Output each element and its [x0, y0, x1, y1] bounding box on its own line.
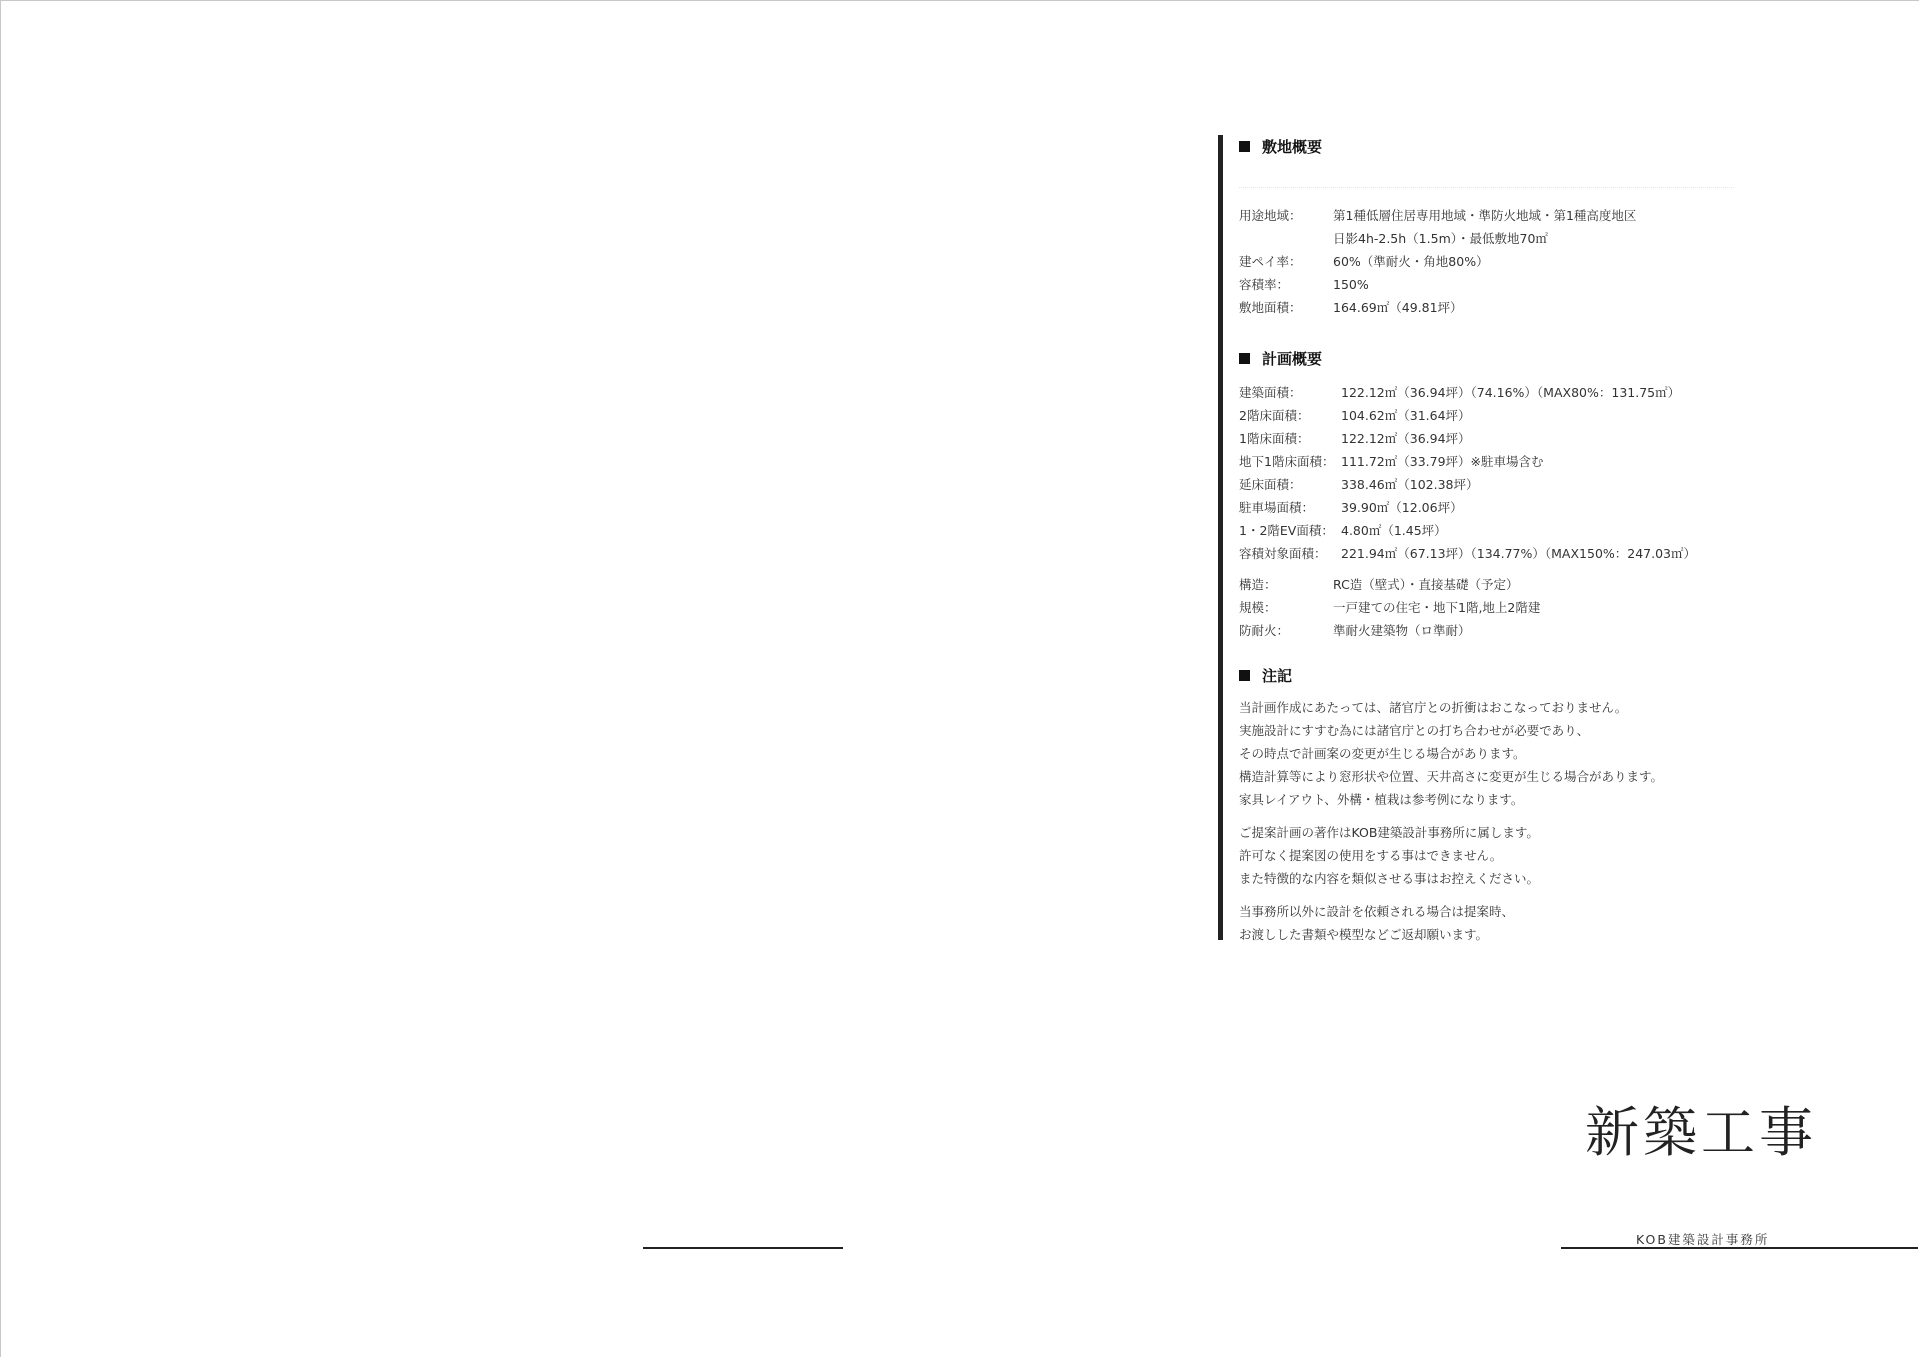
- site-row: [1239, 204, 1738, 227]
- row-value: RC造（壁式）・直接基礎（予定）: [1333, 577, 1519, 592]
- row-value: 準耐火建築物（ロ準耐）: [1333, 623, 1471, 638]
- row-label: 防耐火：: [1239, 623, 1290, 638]
- row-label: 1階床面積：: [1239, 431, 1310, 446]
- plan-row: [1239, 404, 1738, 427]
- notes-heading: [1239, 664, 1738, 686]
- heading-square-icon: [1239, 670, 1250, 681]
- site-row: [1239, 296, 1738, 319]
- plan-row: [1239, 427, 1738, 450]
- row-label: 規模：: [1239, 600, 1277, 615]
- row-value: 第1種低層住居専用地域・準防火地域・第1種高度地区: [1333, 208, 1637, 223]
- row-label: 用途地域：: [1239, 208, 1302, 223]
- plan-row: [1239, 473, 1738, 496]
- note-line: 当計画作成にあたっては、諸官庁との折衝はおこなっておりません。: [1239, 700, 1628, 715]
- plan-overview-table: [1239, 381, 1738, 565]
- row-label: 建ペイ率：: [1239, 254, 1302, 269]
- row-label: 敷地面積：: [1239, 300, 1302, 315]
- note-line: また特徴的な内容を類似させる事はお控えください。: [1239, 871, 1540, 886]
- row-value: 164.69㎡（49.81坪）: [1333, 300, 1463, 315]
- structure-row: [1239, 619, 1738, 642]
- divider: [1239, 187, 1734, 194]
- plan-row: [1239, 381, 1738, 404]
- site-overview-heading: [1239, 135, 1738, 157]
- note-line: 許可なく提案図の使用をする事はできません。: [1239, 848, 1503, 863]
- notes-title: 注記: [1262, 666, 1293, 685]
- site-overview-title: 敷地概要: [1262, 137, 1323, 156]
- heading-square-icon: [1239, 141, 1250, 152]
- company-rule: [1561, 1247, 1918, 1249]
- plan-row: [1239, 496, 1738, 519]
- site-row: [1239, 273, 1738, 296]
- row-label: 建築面積：: [1239, 385, 1302, 400]
- structure-table: [1239, 573, 1738, 642]
- note-line: 実施設計にすすむ為には諸官庁との打ち合わせが必要であり、: [1239, 723, 1590, 738]
- site-row: [1239, 227, 1738, 250]
- row-label: 構造：: [1239, 577, 1277, 592]
- row-label: 駐車場面積：: [1239, 500, 1315, 515]
- row-label: 2階床面積：: [1239, 408, 1310, 423]
- note-line: その時点で計画案の変更が生じる場合があります。: [1239, 746, 1526, 761]
- row-value: 60%（準耐火・角地80%）: [1333, 254, 1489, 269]
- project-title: 新築工事: [1585, 1101, 1817, 1164]
- info-panel: [1218, 135, 1738, 940]
- note-line: お渡しした書類や模型などご返却願います。: [1239, 927, 1489, 942]
- row-value: 338.46㎡（102.38坪）: [1341, 477, 1479, 492]
- note-line: 当事務所以外に設計を依頼される場合は提案時、: [1239, 904, 1515, 919]
- row-value: 122.12㎡（36.94坪）: [1341, 431, 1471, 446]
- notes-paragraph: [1239, 900, 1738, 946]
- plan-row: [1239, 519, 1738, 542]
- row-value: 日影4h-2.5h（1.5m）・最低敷地70㎡: [1333, 231, 1548, 246]
- row-label: 地下1階床面積：: [1239, 454, 1335, 469]
- row-value: 111.72㎡（33.79坪）※駐車場含む: [1341, 454, 1544, 469]
- row-value: 150%: [1333, 277, 1369, 292]
- site-row: [1239, 250, 1738, 273]
- row-label: [1239, 227, 1333, 250]
- plan-row: [1239, 542, 1738, 565]
- plan-overview-title: 計画概要: [1262, 349, 1323, 368]
- row-label: 1・2階EV面積：: [1239, 523, 1334, 538]
- row-value: 221.94㎡（67.13坪）（134.77%）（MAX150%：247.03㎡）: [1341, 546, 1697, 561]
- signature-rule: [643, 1247, 843, 1249]
- row-value: 122.12㎡（36.94坪）（74.16%）（MAX80%：131.75㎡）: [1341, 385, 1681, 400]
- notes-paragraph: [1239, 696, 1738, 811]
- note-line: 構造計算等により窓形状や位置、天井高さに変更が生じる場合があります。: [1239, 769, 1664, 784]
- company-name: KOB建築設計事務所: [1636, 1232, 1770, 1247]
- row-label: 延床面積：: [1239, 477, 1302, 492]
- structure-row: [1239, 573, 1738, 596]
- structure-row: [1239, 596, 1738, 619]
- note-line: ご提案計画の著作はKOB建築設計事務所に属します。: [1239, 825, 1539, 840]
- row-value: 39.90㎡（12.06坪）: [1341, 500, 1463, 515]
- row-label: 容積率：: [1239, 277, 1290, 292]
- row-value: 104.62㎡（31.64坪）: [1341, 408, 1471, 423]
- row-label: 容積対象面積：: [1239, 546, 1327, 561]
- plan-row: [1239, 450, 1738, 473]
- heading-square-icon: [1239, 353, 1250, 364]
- note-line: 家具レイアウト、外構・植栽は参考例になります。: [1239, 792, 1524, 807]
- plan-overview-heading: [1239, 347, 1738, 369]
- site-overview-table: [1239, 204, 1738, 319]
- row-value: 一戸建ての住宅・地下1階,地上2階建: [1333, 600, 1541, 615]
- notes-paragraph: [1239, 821, 1738, 890]
- row-value: 4.80㎡（1.45坪）: [1341, 523, 1447, 538]
